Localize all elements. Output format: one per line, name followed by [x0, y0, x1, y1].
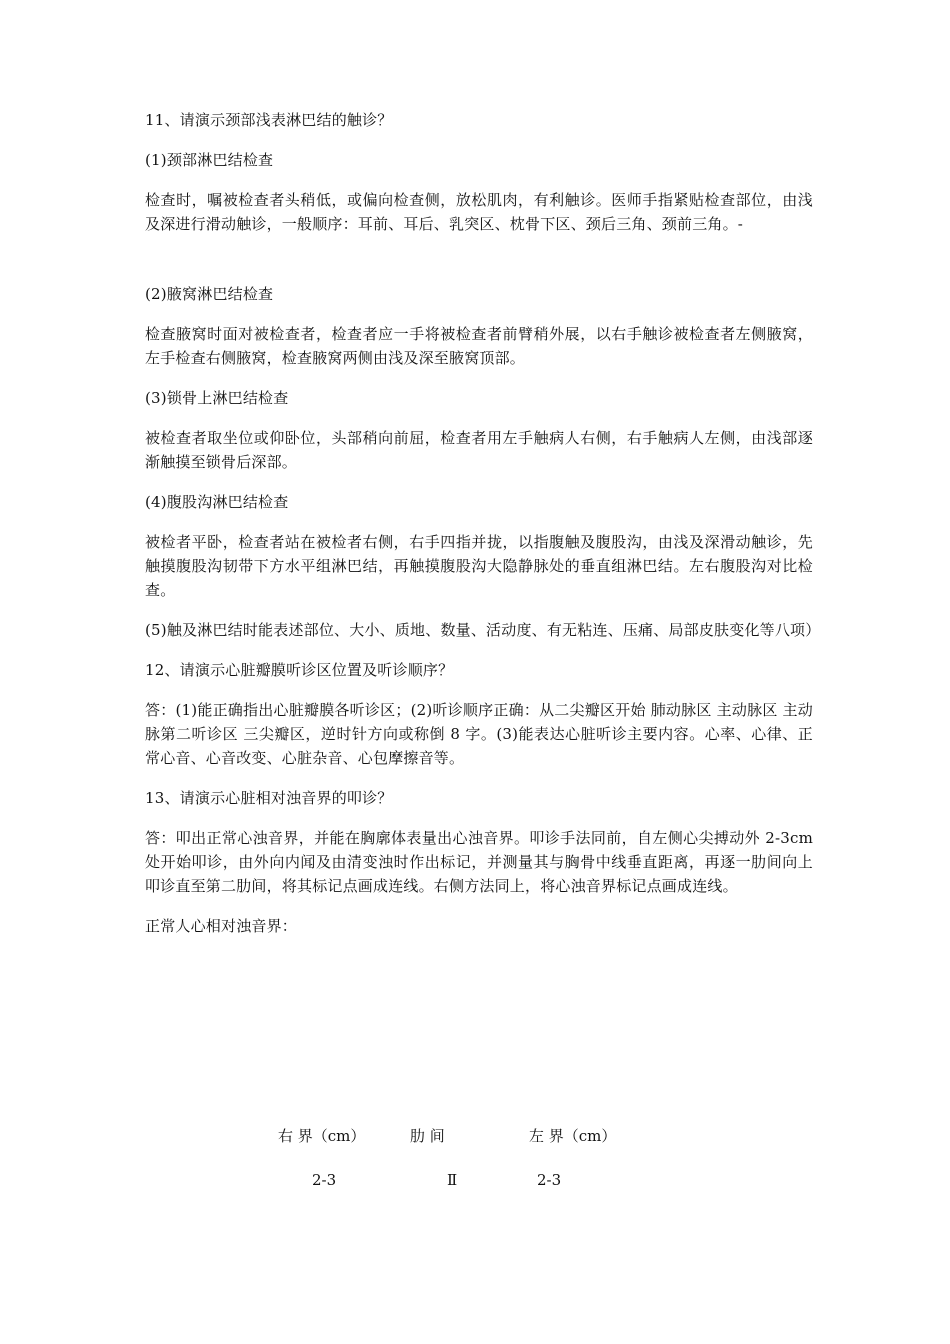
question-13-heading: 13、请演示心脏相对浊音界的叩诊？	[145, 789, 393, 807]
table-cell-right-value: 2-3	[312, 1171, 337, 1189]
question-13-answer: 答：叩出正常心浊音界，并能在胸廓体表量出心浊音界。叩诊手法同前，自左侧心尖搏动外 2-3cm 处开始叩诊，由外向内闻及由清变浊时作出标记，并测量其与胸骨中线垂直距离，再逐一肋间向上叩诊直至第二肋间，将其标记点画成连线。右侧方法同上，将心浊音界标记点画成连线。	[145, 829, 813, 895]
section-neck-lymph-heading: (1)颈部淋巴结检查	[145, 151, 274, 169]
section-neck-lymph-text: 检查时，嘱被检查者头稍低，或偏向检查侧，放松肌肉，有利触诊。医师手指紧贴检查部位，由浅及深进行滑动触诊，一般顺序：耳前、耳后、乳突区、枕骨下区、颈后三角、颈前三角。-	[145, 191, 813, 233]
document-body	[145, 108, 821, 954]
cardiac-dullness-table	[145, 1125, 813, 1195]
section-axillary-lymph-text: 检查腋窝时面对被检查者，检查者应一手将被检查者前臂稍外展，以右手触诊被检查者左侧腋窝，左手检查右侧腋窝，检查腋窝两侧由浅及深至腋窝顶部。	[145, 325, 813, 367]
table-header-intercostal: 肋 间	[410, 1127, 445, 1145]
section-axillary-lymph-heading: (2)腋窝淋巴结检查	[145, 285, 274, 303]
section-supraclavicular-lymph-heading: (3)锁骨上淋巴结检查	[145, 389, 289, 407]
section-supraclavicular-lymph-text: 被检查者取坐位或仰卧位，头部稍向前屈，检查者用左手触病人右侧，右手触病人左侧，由浅部逐渐触摸至锁骨后深部。	[145, 429, 813, 471]
section-lymph-description-note: (5)触及淋巴结时能表述部位、大小、质地、数量、活动度、有无粘连、压痛、局部皮肤变化等八项）	[145, 621, 821, 639]
table-cell-intercostal-value: Ⅱ	[447, 1171, 458, 1189]
section-inguinal-lymph-text: 被检者平卧，检查者站在被检者右侧，右手四指并拢，以指腹触及腹股沟，由浅及深滑动触诊，先触摸腹股沟韧带下方水平组淋巴结，再触摸腹股沟大隐静脉处的垂直组淋巴结。左右腹股沟对比检查。	[145, 533, 813, 599]
section-inguinal-lymph-heading: (4)腹股沟淋巴结检查	[145, 493, 289, 511]
table-header-right-border: 右 界（cm）	[278, 1127, 366, 1145]
question-12-heading: 12、请演示心脏瓣膜听诊区位置及听诊顺序？	[145, 661, 454, 679]
question-12-answer: 答：(1)能正确指出心脏瓣膜各听诊区；(2)听诊顺序正确：从二尖瓣区开始 肺动脉区 主动脉区 主动脉第二听诊区 三尖瓣区，逆时针方向或称倒 8 字。(3)能表达心脏听诊主要内容。心率、心律、正常心音、心音改变、心脏杂音、心包摩擦音等。	[145, 701, 813, 767]
table-header-left-border: 左 界（cm）	[529, 1127, 617, 1145]
table-row	[145, 1171, 813, 1195]
table-cell-left-value: 2-3	[537, 1171, 562, 1189]
table-header-row	[145, 1125, 813, 1149]
question-11-heading: 11、请演示颈部浅表淋巴结的触诊？	[145, 111, 393, 129]
dullness-border-caption: 正常人心相对浊音界：	[145, 917, 298, 935]
